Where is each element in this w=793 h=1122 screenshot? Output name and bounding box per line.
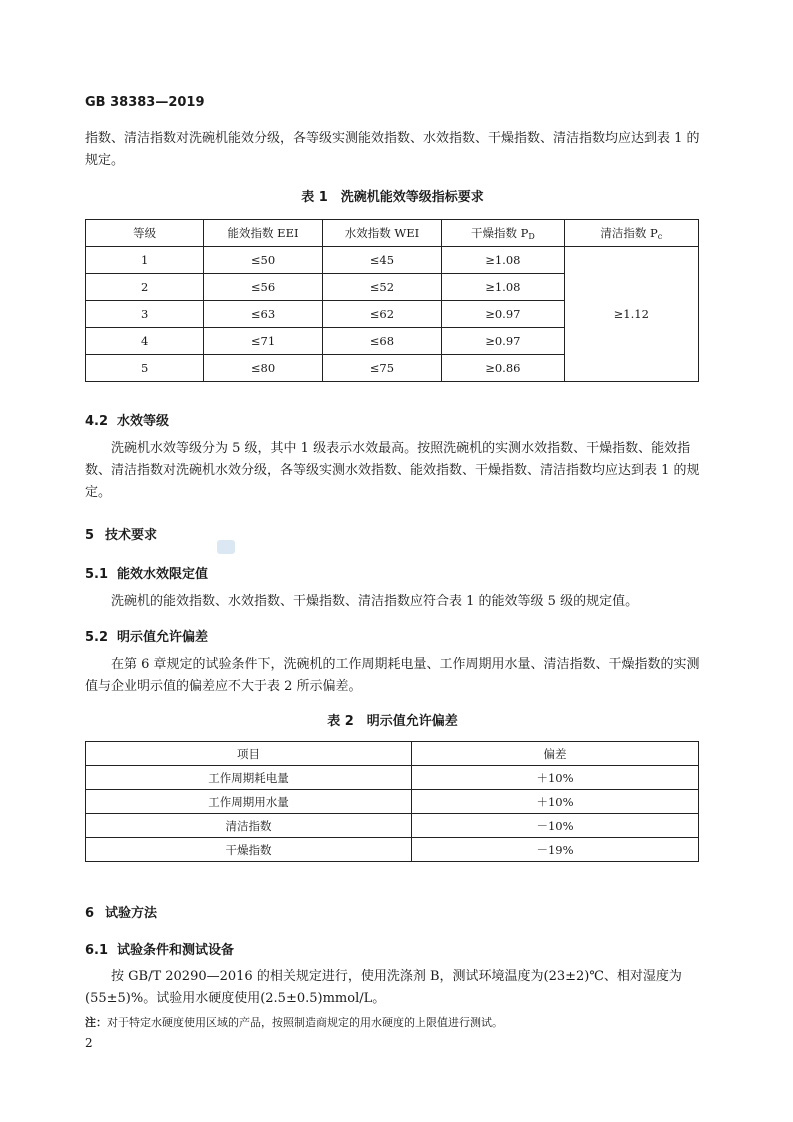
table2-cell: 工作周期用水量 [86,790,412,814]
note [85,1014,503,1030]
table2-header-deviation: 偏差 [412,742,699,766]
table1-cell: ≥0.97 [442,301,564,328]
section-title: 技术要求 [105,528,158,543]
table2-cell: ＋10% [412,790,699,814]
table2-caption: 表 2 明示值允许偏差 [327,714,458,729]
table1-cell: ≥0.86 [442,355,564,382]
table1-header-clean-label: 清洁指数 P [600,226,658,240]
section-title: 水效等级 [117,414,170,429]
table-row [86,838,699,862]
watermark-logo [217,540,235,554]
table1-clean-merged: ≥1.12 [564,247,698,382]
section-title: 明示值允许偏差 [117,630,209,645]
table1-cell: 4 [86,328,204,355]
section-number: 5.2 [85,630,109,645]
table1-cell: ≤63 [204,301,322,328]
section-6-1-heading [85,939,234,958]
section-4-2-paragraph: 洗碗机水效等级分为 5 级，其中 1 级表示水效最高。按照洗碗机的实测水效指数、干燥指数、能效指数、清洁指数对洗碗机水效分级，各等级实测水效指数、能效指数、干燥指数、清洁指数均应达到表 1 的规定。 [85,441,700,500]
table1-cell: ≤45 [322,247,441,274]
table2-header-item: 项目 [86,742,412,766]
standard-id: GB 38383—2019 [85,95,205,110]
table1-cell: 5 [86,355,204,382]
table1-cell: 2 [86,274,204,301]
section-6-1-paragraph: 按 GB/T 20290—2016 的相关规定进行，使用洗涤剂 B，测试环境温度为(23±2)℃、相对湿度为(55±5)%。试验用水硬度使用(2.5±0.5)mmol/L。 [85,969,682,1006]
table1-cell: ≥1.08 [442,274,564,301]
table1-header-grade: 等级 [86,220,204,247]
section-5-heading [85,524,157,543]
table1 [85,219,699,382]
table1-cell: ≤71 [204,328,322,355]
section-number: 6 [85,906,95,921]
table2-cell: 清洁指数 [86,814,412,838]
table1-cell: 3 [86,301,204,328]
table1-cell: ≤52 [322,274,441,301]
table-row [86,814,699,838]
table1-cell: 1 [86,247,204,274]
section-5-1-paragraph: 洗碗机的能效指数、水效指数、干燥指数、清洁指数应符合表 1 的能效等级 5 级的规定值。 [111,594,639,609]
table1-cell: ≥0.97 [442,328,564,355]
table2 [85,741,699,862]
table1-header-clean-sub: c [657,232,663,241]
note-label: 注： [85,1016,107,1029]
table1-header-dry [442,220,564,247]
note-text: 对于特定水硬度使用区域的产品，按照制造商规定的用水硬度的上限值进行测试。 [107,1016,503,1029]
intro-paragraph: 指数、清洁指数对洗碗机能效分级，各等级实测能效指数、水效指数、干燥指数、清洁指数均应达到表 1 的规定。 [85,131,700,168]
table2-header-row [86,742,699,766]
section-number: 5.1 [85,567,109,582]
section-5-1-heading [85,563,208,582]
section-title: 试验方法 [105,906,158,921]
table1-cell: ≤56 [204,274,322,301]
table1-header-clean [564,220,698,247]
section-title: 试验条件和测试设备 [117,943,235,958]
section-5-2-paragraph: 在第 6 章规定的试验条件下，洗碗机的工作周期耗电量、工作周期用水量、清洁指数、干燥指数的实测值与企业明示值的偏差应不大于表 2 所示偏差。 [85,657,700,694]
table1-cell: ≤62 [322,301,441,328]
table1-header-wei: 水效指数 WEI [322,220,441,247]
table2-cell: 干燥指数 [86,838,412,862]
section-number: 4.2 [85,414,109,429]
table1-header-dry-label: 干燥指数 P [470,226,529,240]
table-row [86,766,699,790]
table1-cell: ≤50 [204,247,322,274]
section-4-2-heading [85,410,169,429]
table1-caption: 表 1 洗碗机能效等级指标要求 [301,190,484,205]
section-title: 能效水效限定值 [117,567,209,582]
table1-cell: ≤75 [322,355,441,382]
page-number: 2 [85,1036,93,1050]
table1-cell: ≤68 [322,328,441,355]
table2-cell: 工作周期耗电量 [86,766,412,790]
table2-cell: ＋10% [412,766,699,790]
table-row [86,790,699,814]
table2-cell: －19% [412,838,699,862]
table1-header-row [86,220,699,247]
table-row [86,247,699,274]
table1-cell: ≤80 [204,355,322,382]
table1-cell: ≥1.08 [442,247,564,274]
section-number: 5 [85,528,95,543]
table1-header-eei: 能效指数 EEI [204,220,322,247]
section-5-2-heading [85,626,208,645]
section-number: 6.1 [85,943,109,958]
table2-cell: －10% [412,814,699,838]
section-6-heading [85,902,157,921]
table1-header-dry-sub: D [528,232,535,241]
